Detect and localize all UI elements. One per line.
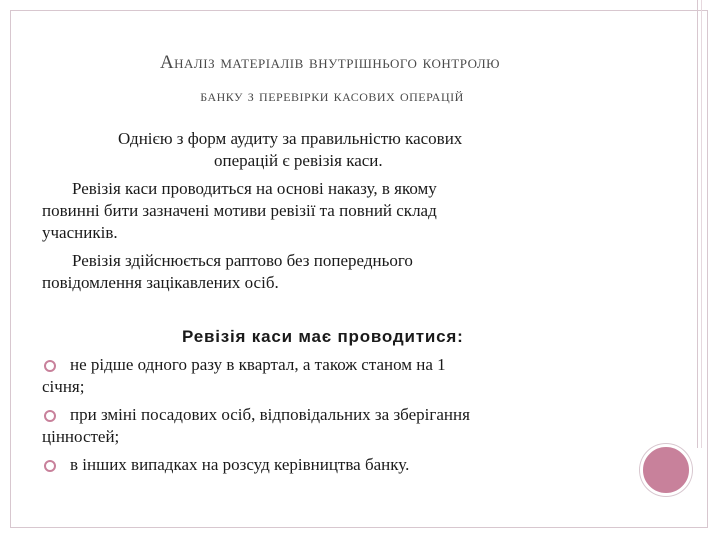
title-line-1: Аналіз матеріалів внутрішнього контролю	[159, 52, 501, 73]
bullet-3-line-1: в інших випадках на розсуд керівництва банку.	[70, 455, 410, 474]
title-line-2: банку з перевірки касових операцій	[200, 86, 464, 105]
paragraph-2-line-3: учасників.	[42, 223, 118, 242]
slide-subtitle	[32, 86, 632, 106]
slide-title	[30, 52, 630, 74]
paragraph-2-line-2: повинні бити зазначені мотиви ревізії та повний склад	[42, 201, 437, 220]
paragraph-2-line-1: Ревізія каси проводиться на основі наказу, в якому	[72, 179, 437, 198]
decorative-circle	[640, 444, 692, 496]
bullet-circle-icon	[44, 410, 56, 422]
decorative-line	[697, 0, 698, 448]
bullet-2-line-2: цінностей;	[42, 427, 120, 446]
paragraph-3-line-2: повідомлення зацікавлених осіб.	[42, 273, 279, 292]
bullet-circle-icon	[44, 460, 56, 472]
section-heading: Ревізія каси має проводитися:	[182, 327, 464, 346]
paragraph-3-line-1: Ревізія здійснюється раптово без попереднього	[72, 251, 413, 270]
bullet-circle-icon	[44, 360, 56, 372]
bullet-1-line-2: січня;	[42, 377, 85, 396]
paragraph-1-line-1: Однією з форм аудиту за правильністю касових	[118, 129, 463, 148]
paragraph-1-line-2: операцій є ревізія каси.	[214, 151, 383, 170]
bullet-1-line-1: не рідше одного разу в квартал, а також станом на 1	[70, 355, 446, 374]
decorative-line	[701, 0, 702, 448]
bullet-2-line-1: при зміні посадових осіб, відповідальних за зберігання	[70, 405, 470, 424]
